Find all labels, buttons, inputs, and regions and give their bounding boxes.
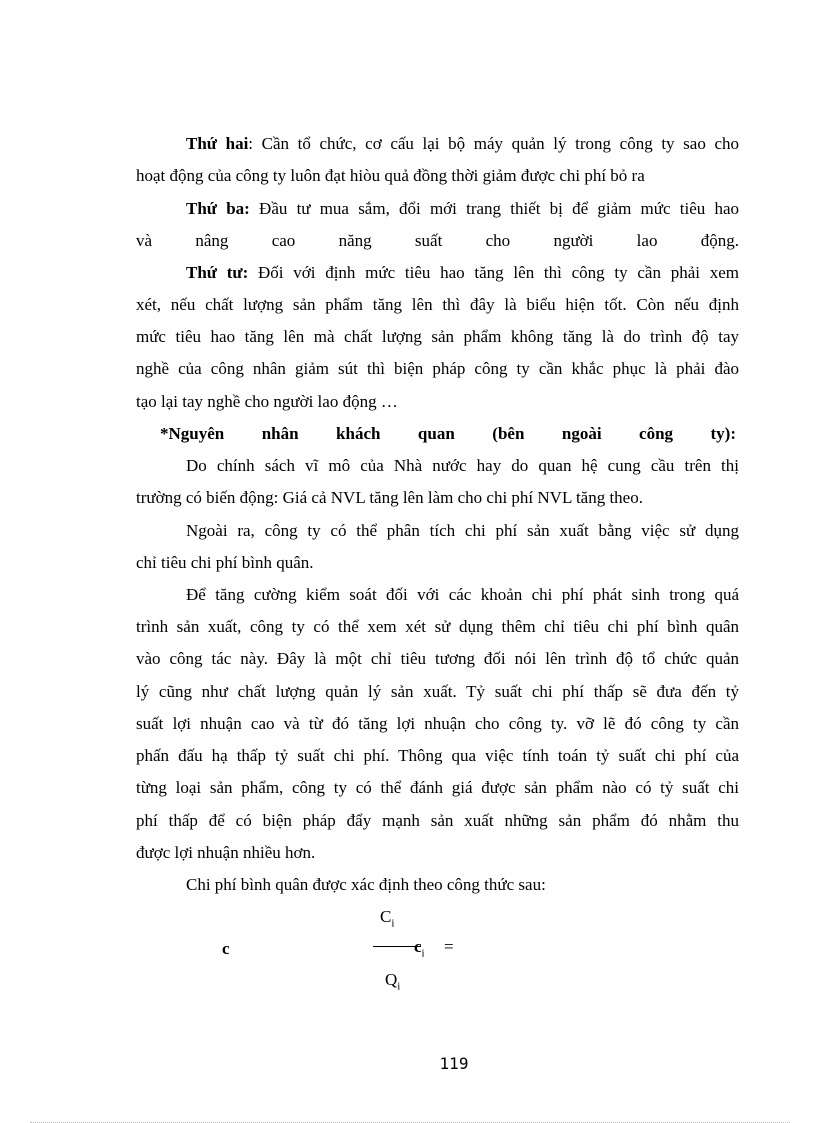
paragraph-6-line-1: Để tăng cường kiểm soát đối với các khoản chi phí phát sinh trong quá: [186, 585, 739, 604]
paragraph-3-line-1: [186, 262, 739, 284]
text-span: Đầu tư mua sắm, đổi mới trang thiết bị để giảm mức tiêu hao: [249, 199, 739, 218]
denominator-subscript: i: [397, 980, 401, 993]
paragraph-1-line-1: [186, 133, 739, 155]
paragraph-4-line-2: trường có biến động: Giá cả NVL tăng lên làm cho chi phí NVL tăng theo.: [136, 488, 643, 507]
paragraph-5-line-2: chỉ tiêu chi phí bình quân.: [136, 553, 314, 572]
paragraph-6-line-4: lý cũng như chất lượng quản lý sản xuất. Tỷ suất chi phí thấp sẽ đưa đến tỷ: [136, 682, 739, 701]
paragraph-2-line-1: [186, 198, 739, 220]
paragraph-6-line-2: trình sản xuất, công ty có thể xem xét sử dụng thêm chỉ tiêu chi phí bình quân: [136, 617, 739, 636]
paragraph-6-line-6: phấn đấu hạ thấp tỷ suất chi phí. Thông qua việc tính toán tỷ suất chi phí của: [136, 746, 739, 765]
numerator-symbol: C: [380, 907, 392, 926]
paragraph-6-line-7: từng loại sản phẩm, công ty có thể đánh giá được sản phẩm nào có tỷ suất chi: [136, 778, 739, 797]
text-span: Đối với định mức tiêu hao tăng lên thì công ty cần phải xem: [248, 263, 739, 282]
paragraph-6-line-3: vào công tác này. Đây là một chỉ tiêu tương đối nói lên trình độ tổ chức quản: [136, 649, 739, 668]
paragraph-7-line-1: Chi phí bình quân được xác định theo công thức sau:: [186, 875, 546, 894]
paragraph-1-line-2: hoạt động của công ty luôn đạt hiòu quả đồng thời giảm được chi phí bỏ ra: [136, 166, 645, 185]
bold-label: Thứ ba:: [186, 199, 250, 218]
page-number: 119: [439, 1054, 469, 1073]
paragraph-6-line-9: được lợi nhuận nhiều hơn.: [136, 843, 316, 862]
text-span: : Cần tổ chức, cơ cấu lại bộ máy quản lý trong công ty sao cho: [248, 134, 739, 153]
mid-subscript: i: [421, 947, 425, 960]
section-heading: *Nguyên nhân khách quan (bên ngoài công ty):: [160, 424, 736, 443]
paragraph-3-line-3: mức tiêu hao tăng lên mà chất lượng sản phẩm không tăng là do trình độ tay: [136, 327, 739, 346]
denominator-symbol: Q: [385, 970, 398, 989]
paragraph-5-line-1: Ngoài ra, công ty có thể phân tích chi phí sản xuất bằng việc sử dụng: [186, 521, 739, 540]
paragraph-2-line-2: và nâng cao năng suất cho người lao động.: [136, 231, 739, 250]
mid-symbol: c: [414, 937, 422, 956]
paragraph-3-line-2: xét, nếu chất lượng sản phẩm tăng lên thì đây là biểu hiện tốt. Còn nếu định: [136, 295, 739, 314]
formula-numerator: [380, 907, 394, 929]
paragraph-3-line-4: nghề của công nhân giảm sút thì biện pháp công ty cần khắc phục là phải đào: [136, 359, 739, 378]
bold-label: Thứ hai: [186, 134, 249, 153]
paragraph-3-line-5: tạo lại tay nghề cho người lao động …: [136, 392, 398, 411]
bold-label: Thứ tư:: [186, 263, 249, 282]
formula-equals: =: [444, 937, 454, 956]
paragraph-4-line-1: Do chính sách vĩ mô của Nhà nước hay do quan hệ cung cầu trên thị: [186, 456, 739, 475]
formula-denominator: [385, 970, 400, 992]
formula-lhs: c: [222, 939, 230, 958]
paragraph-6-line-8: phí thấp để có biện pháp đẩy mạnh sản xuất những sản phẩm đó nhằm thu: [136, 811, 739, 830]
formula-mid: [414, 937, 425, 959]
paragraph-6-line-5: suất lợi nhuận cao và từ đó tăng lợi nhuận cho công ty. vỡ lẽ đó công ty cần: [136, 714, 739, 733]
numerator-subscript: i: [391, 917, 395, 930]
